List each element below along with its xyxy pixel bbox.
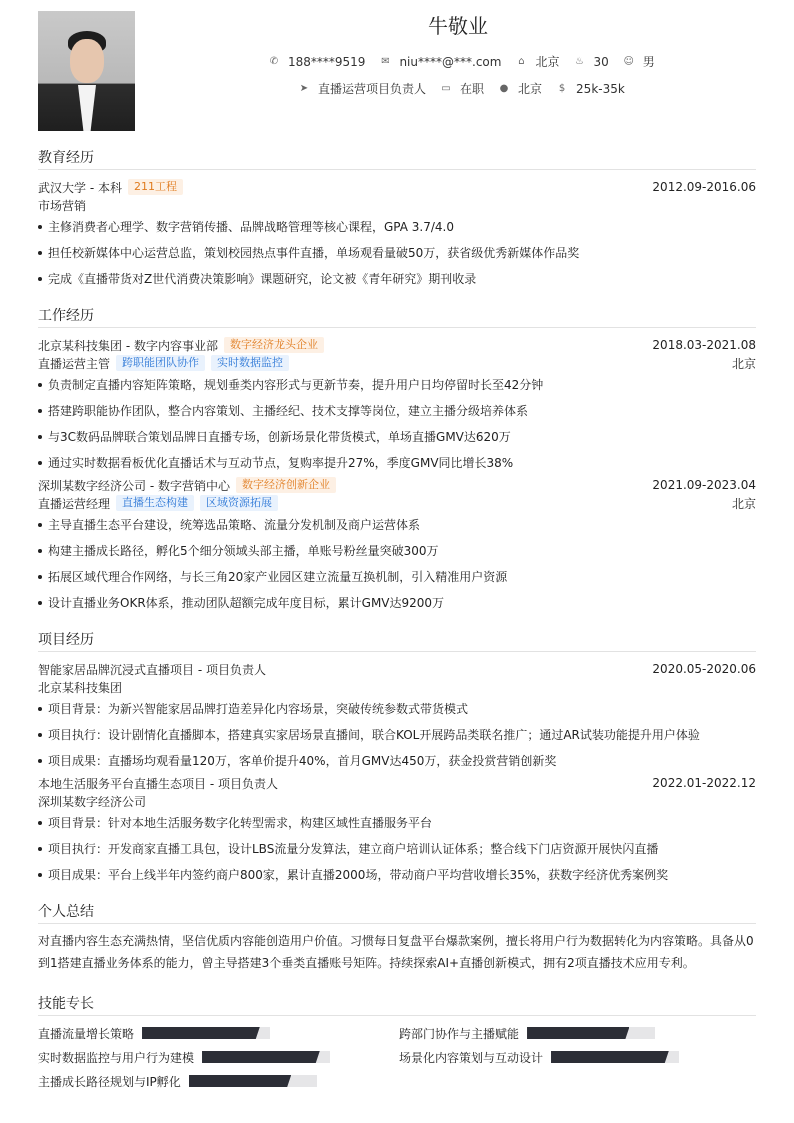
gender-text: 男	[642, 55, 655, 69]
list-item: 完成《直播带货对Z世代消费决策影响》课题研究，论文被《青年研究》期刊收录	[38, 266, 756, 292]
list-item: 项目成果：平台上线半年内签约商户800家，累计直播2000场，带动商户平均营收增长35%，获数字经济优秀案例奖	[38, 862, 756, 888]
email-text: niu****@***.com	[399, 54, 502, 69]
list-item: 搭建跨职能协作团队，整合内容策划、主播经纪、技术支撑等岗位，建立主播分级培养体系	[38, 398, 756, 424]
skill-label: 场景化内容策划与互动设计	[399, 1050, 544, 1065]
project-name: 智能家居品牌沉浸式直播项目 - 项目负责人	[38, 662, 266, 677]
projects-section	[38, 629, 756, 888]
education-title: 教育经历	[38, 147, 756, 170]
summary-text: 对直播内容生态充满热情，坚信优质内容能创造用户价值。习惯每日复盘平台爆款案例，擅长将用户行为数据转化为内容策略。具备从0到1搭建直播业务体系的能力，曾主导搭建3个垂类直播账号矩阵。持续探索AI+直播创新模式，拥有2项直播技术应用专利。	[38, 934, 754, 970]
work-location: 北京	[731, 496, 756, 511]
list-item: 负责制定直播内容矩阵策略，规划垂类内容形式与更新节奏，提升用户日均停留时长至42分钟	[38, 372, 756, 398]
skill-bar	[527, 1027, 655, 1039]
skill-bar	[202, 1051, 330, 1063]
work-entry	[38, 336, 756, 476]
project-org: 北京某科技集团	[38, 680, 123, 695]
skill-item	[38, 1048, 330, 1066]
list-item: 拓展区域代理合作网络，与长三角20家产业园区建立流量互换机制，引入精准用户资源	[38, 564, 756, 590]
education-section	[38, 147, 756, 292]
summary-title: 个人总结	[38, 901, 756, 924]
list-item: 项目背景：针对本地生活服务数字化转型需求，构建区域性直播服务平台	[38, 810, 756, 836]
project-name: 本地生活服务平台直播生态项目 - 项目负责人	[38, 776, 278, 791]
role-tag: 实时数据监控	[211, 355, 289, 371]
list-item: 与3C数码品牌联合策划品牌日直播专场，创新场景化带货模式，单场直播GMV达620万	[38, 424, 756, 450]
role-tag: 直播生态构建	[116, 495, 194, 511]
list-item: 构建主播成长路径，孵化5个细分领域头部主播，单账号粉丝量突破300万	[38, 538, 756, 564]
work-location: 北京	[731, 356, 756, 371]
status-text: 在职	[460, 82, 485, 96]
skill-label: 直播流量增长策略	[38, 1026, 135, 1041]
gender-icon: ☺	[623, 56, 634, 67]
school-name: 武汉大学 - 本科	[38, 180, 122, 195]
candidate-name: 牛敬业	[428, 14, 488, 38]
skill-label: 实时数据监控与用户行为建模	[38, 1050, 195, 1065]
company-tag: 数字经济创新企业	[236, 477, 336, 493]
money-icon: $	[558, 83, 566, 94]
role-tag: 区域资源拓展	[200, 495, 278, 511]
job-intent-row	[298, 80, 639, 97]
list-item: 项目背景：为新兴智能家居品牌打造差异化内容场景，突破传统参数式带货模式	[38, 696, 756, 722]
skills-section	[38, 993, 756, 1094]
list-item: 主导直播生态平台建设，统筹选品策略、流量分发机制及商户运营体系	[38, 512, 756, 538]
send-icon: ➤	[299, 83, 309, 94]
skill-bar	[142, 1027, 270, 1039]
skill-item	[399, 1024, 655, 1042]
company-tag: 数字经济龙头企业	[224, 337, 324, 353]
role-tag: 跨职能团队协作	[116, 355, 205, 371]
projects-title: 项目经历	[38, 629, 756, 652]
cake-icon: ♨	[574, 56, 584, 67]
skill-label: 跨部门协作与主播赋能	[399, 1026, 520, 1041]
role-text: 直播运营主管	[38, 356, 111, 371]
list-item: 项目执行：设计剧情化直播脚本，搭建真实家居场景直播间，联合KOL开展跨品类联名推广；通过AR试装功能提升用户体验	[38, 722, 756, 748]
skill-item	[38, 1024, 270, 1042]
summary-section	[38, 901, 756, 974]
project-entry	[38, 774, 756, 888]
target-city-text: 北京	[518, 82, 543, 96]
skills-title: 技能专长	[38, 993, 756, 1016]
skill-item	[38, 1072, 317, 1090]
company-name: 北京某科技集团 - 数字内容事业部	[38, 338, 218, 353]
avatar-photo	[38, 11, 135, 131]
work-dates: 2018.03-2021.08	[652, 338, 756, 352]
mail-icon: ✉	[381, 56, 390, 67]
skill-label: 主播成长路径规划与IP孵化	[38, 1074, 181, 1089]
list-item: 设计直播业务OKR体系，推动团队超额完成年度目标，累计GMV达9200万	[38, 590, 756, 616]
project-dates: 2022.01-2022.12	[652, 776, 756, 790]
age-text: 30	[593, 54, 609, 69]
list-item: 担任校新媒体中心运营总监，策划校园热点事件直播，单场观看量破50万，获省级优秀新媒体作品奖	[38, 240, 756, 266]
project-dates: 2020.05-2020.06	[652, 662, 756, 676]
work-entry	[38, 476, 756, 616]
target-title-text: 直播运营项目负责人	[318, 82, 427, 96]
work-section	[38, 305, 756, 616]
role-text: 直播运营经理	[38, 496, 111, 511]
skill-bar	[189, 1075, 317, 1087]
major-text: 市场营销	[38, 198, 87, 213]
list-item: 通过实时数据看板优化直播话术与互动节点，复购率提升27%，季度GMV同比增长38%	[38, 450, 756, 476]
salary-text: 25k-35k	[576, 81, 625, 96]
education-dates: 2012.09-2016.06	[652, 180, 756, 194]
skill-item	[399, 1048, 679, 1066]
briefcase-icon: ▭	[441, 83, 451, 94]
project-entry	[38, 660, 756, 774]
contact-row	[268, 53, 669, 70]
project-org: 深圳某数字经济公司	[38, 794, 147, 809]
school-tag: 211工程	[128, 179, 183, 195]
phone-text: 188****9519	[288, 54, 366, 69]
company-name: 深圳某数字经济公司 - 数字营销中心	[38, 478, 230, 493]
list-item: 项目执行：开发商家直播工具包，设计LBS流量分发算法，建立商户培训认证体系；整合线下门店资源开展快闪直播	[38, 836, 756, 862]
list-item: 主修消费者心理学、数字营销传播、品牌战略管理等核心课程，GPA 3.7/4.0	[38, 214, 756, 240]
work-title: 工作经历	[38, 305, 756, 328]
location-icon: ●	[499, 83, 509, 94]
phone-icon: ✆	[269, 56, 279, 67]
city-text: 北京	[535, 55, 560, 69]
home-icon: ⌂	[518, 56, 525, 67]
work-dates: 2021.09-2023.04	[652, 478, 756, 492]
skill-bar	[551, 1051, 679, 1063]
list-item: 项目成果：直播场均观看量120万，客单价提升40%，首月GMV达450万，获金投赏营销创新奖	[38, 748, 756, 774]
